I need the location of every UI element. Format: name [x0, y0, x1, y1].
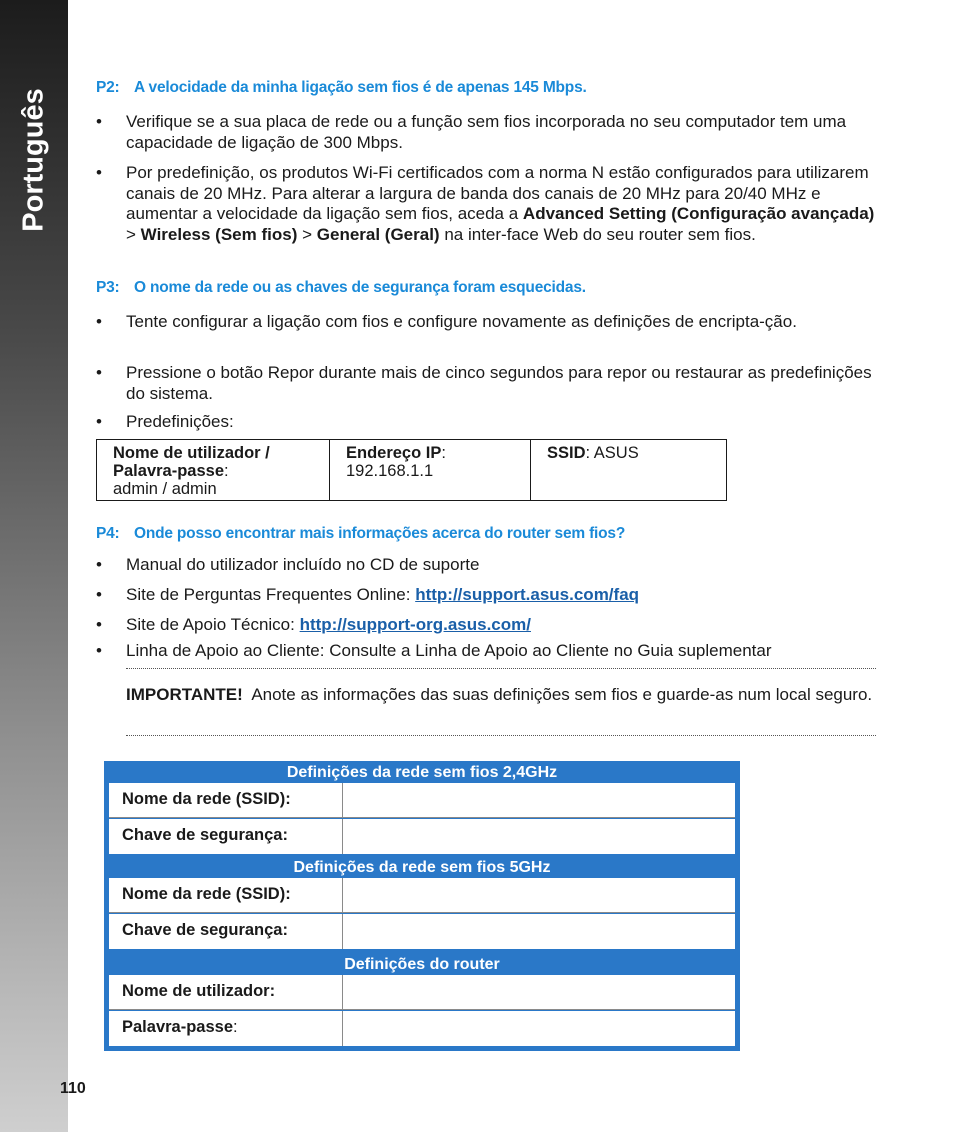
menu-path-advanced-setting: Advanced Setting (Configuração avançada) — [522, 204, 875, 223]
row-label: Nome da rede (SSID): — [109, 878, 343, 912]
page-number: 110 — [60, 1080, 86, 1097]
list-item-text: Site de Apoio Técnico: http://support-org.asus.com/ — [126, 615, 531, 634]
bullet-icon: • — [96, 555, 102, 574]
list-item-text: Verifique se a sua placa de rede ou a função sem fios incorporada no seu computador tem uma capacidade de ligação de 300 Mbps. — [126, 112, 847, 152]
list-item — [96, 585, 876, 606]
list-item — [96, 555, 876, 576]
list-item-text: Predefinições: — [126, 412, 234, 431]
default-ssid-cell: SSID: ASUS — [531, 440, 727, 501]
sidebar-language-title: Português — [17, 88, 50, 232]
table-row — [109, 783, 735, 818]
question-number: P3: — [96, 279, 120, 296]
question-p2 — [96, 79, 587, 97]
key-5ghz-field — [343, 914, 735, 949]
bullet-icon: • — [96, 412, 102, 431]
row-label: Chave de segurança: — [109, 819, 343, 854]
faq-link[interactable]: http://support.asus.com/faq — [415, 585, 640, 604]
menu-path-wireless: Wireless (Sem fios) — [140, 224, 298, 244]
section-header-2-4ghz: Definições da rede sem fios 2,4GHz — [286, 764, 558, 781]
divider — [126, 668, 876, 669]
list-item-text: Site de Perguntas Frequentes Online: http://support.asus.com/faq — [126, 585, 640, 604]
important-label: IMPORTANTE! — [126, 685, 243, 704]
key-2-4ghz-field — [343, 819, 735, 854]
table-row — [109, 975, 735, 1010]
list-item — [96, 615, 876, 636]
ssid-5ghz-field — [343, 878, 735, 912]
default-settings-table — [96, 439, 727, 501]
menu-path-general: General (Geral) — [316, 224, 440, 244]
section-header-5ghz: Definições da rede sem fios 5GHz — [293, 859, 551, 876]
list-item — [96, 363, 876, 404]
row-label: Nome da rede (SSID): — [109, 783, 343, 817]
question-text: A velocidade da minha ligação sem fios é de apenas 145 Mbps. — [134, 79, 587, 96]
bullet-icon: • — [96, 312, 102, 331]
router-password-field — [343, 1011, 735, 1046]
important-note — [126, 685, 876, 706]
list-item-text: Manual do utilizador incluído no CD de suporte — [126, 555, 480, 574]
bullet-icon: • — [96, 363, 102, 382]
question-p3 — [96, 279, 586, 297]
ssid-2-4ghz-field — [343, 783, 735, 817]
list-item — [96, 312, 876, 333]
router-username-field — [343, 975, 735, 1009]
divider — [126, 735, 876, 736]
section-header-router: Definições do router — [344, 956, 500, 973]
table-row — [109, 819, 735, 854]
question-text: O nome da rede ou as chaves de segurança foram esquecidas. — [134, 279, 586, 296]
table-row — [109, 1011, 735, 1046]
support-link[interactable]: http://support-org.asus.com/ — [299, 615, 531, 634]
row-label: Chave de segurança: — [109, 914, 343, 949]
important-text: Anote as informações das suas definições sem fios e guarde-as num local seguro. — [251, 685, 873, 704]
question-number: P4: — [96, 525, 120, 542]
question-text: Onde posso encontrar mais informações acerca do router sem fios? — [134, 525, 626, 542]
list-item-text: Pressione o botão Repor durante mais de cinco segundos para repor ou restaurar as predefinições do sistema. — [126, 363, 872, 403]
question-p4 — [96, 525, 625, 543]
row-label: Palavra-passe: — [109, 1011, 343, 1046]
list-item — [96, 412, 876, 433]
list-item — [96, 641, 876, 662]
wireless-settings-record-table — [104, 761, 740, 1051]
bullet-icon: • — [96, 615, 102, 634]
table-row — [109, 878, 735, 913]
bullet-icon: • — [96, 112, 102, 131]
list-item — [96, 112, 876, 153]
question-number: P2: — [96, 79, 120, 96]
row-label: Nome de utilizador: — [109, 975, 343, 1009]
language-sidebar — [0, 0, 68, 1132]
list-item-text: Linha de Apoio ao Cliente: Consulte a Linha de Apoio ao Cliente no Guia suplementar — [126, 641, 772, 660]
bullet-icon: • — [96, 163, 102, 182]
bullet-icon: • — [96, 641, 102, 660]
default-ip-cell: Endereço IP: 192.168.1.1 — [330, 440, 531, 501]
list-item-text: Tente configurar a ligação com fios e configure novamente as definições de encripta-ção. — [126, 312, 797, 331]
default-credentials-cell: Nome de utilizador / Palavra-passe: admin / admin — [97, 440, 330, 501]
list-item — [96, 163, 876, 245]
bullet-icon: • — [96, 585, 102, 604]
table-row — [109, 914, 735, 949]
list-item-text: Por predefinição, os produtos Wi-Fi certificados com a norma N estão configurados para utilizarem canais de 20 MHz. Para alterar a largura de banda dos canais de 20 MHz para 20/40 MHz e aumentar a velocidade da ligação sem fios, aceda a Advanced Setting (Configuração avançada) > Wireless (Sem fios) > General (Geral) na inter-face Web do seu router sem fios. — [126, 163, 875, 244]
